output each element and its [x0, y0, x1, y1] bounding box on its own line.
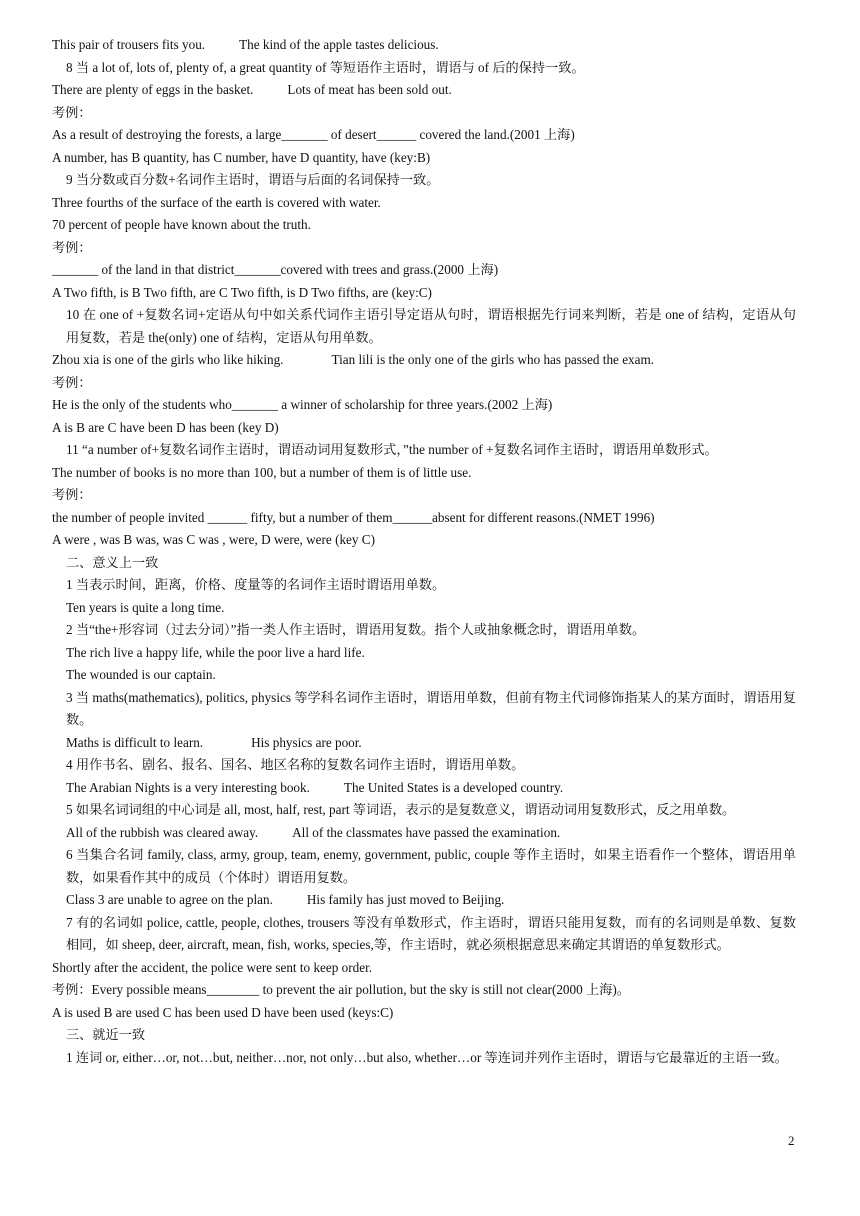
example-sentence: 70 percent of people have known about the truth. [52, 217, 311, 232]
rule-item: 6 当集合名词 family, class, army, group, team, enemy, government, public, couple 等作主语时，如果主语看作一个整体，谓语用单数，如果看作其中的成员（个体时）谓语用复数。 [66, 847, 796, 885]
example-sentence: Ten years is quite a long time. [66, 599, 225, 615]
text-line: There are plenty of eggs in the basket. Lots of meat has been sold out. [52, 82, 452, 97]
rule-item: 7 有的名词如 police, cattle, people, clothes, trousers 等没有单数形式，作主语时，谓语只能用复数，而有的名词则是单数、复数相同，如 sheep, deer, aircraft, mean, fish, works, species,等，作主语时，就必须根据意思来确定其谓语的单复数形式。 [66, 914, 796, 952]
section-heading: 二、意义上一致 [66, 554, 159, 570]
example-sentence: The wounded is our captain. [66, 667, 216, 682]
page-body [52, 34, 796, 1069]
rule-item: 4 用作书名、剧名、报名、国名、地区名称的复数名词作主语时，谓语用单数。 [66, 757, 525, 772]
exam-question: As a result of destroying the forests, a large_______ of desert______ covered the land.(2001 上海) [52, 127, 575, 142]
exam-heading: 考例： [52, 487, 92, 502]
example-sentence: The number of books is no more than 100, but a number of them is of little use. [52, 464, 472, 480]
exam-options: A Two fifth, is B Two fifth, are C Two fifth, is D Two fifths, are (key:C) [52, 284, 432, 300]
text-line: This pair of trousers fits you. The kind of the apple tastes delicious. [52, 37, 439, 52]
rule-item: 1 当表示时间，距离，价格、度量等的名词作主语时谓语用单数。 [66, 577, 446, 592]
example-sentence: Three fourths of the surface of the earth is covered with water. [52, 194, 381, 210]
rule-item: 11 “a number of+复数名词作主语时，谓语动词用复数形式，”the number of +复数名词作主语时，谓语用单数形式。 [66, 442, 718, 457]
text-line: Class 3 are unable to agree on the plan. His family has just moved to Beijing. [66, 892, 505, 907]
rule-item: 9 当分数或百分数+名词作主语时，谓语与后面的名词保持一致。 [66, 172, 440, 187]
text-line: Zhou xia is one of the girls who like hiking. Tian lili is the only one of the girls who has passed the exam. [52, 352, 655, 367]
exam-options: A number, has B quantity, has C number, have D quantity, have (key:B) [52, 149, 431, 165]
page-number: 2 [788, 1133, 795, 1148]
text-line: All of the rubbish was cleared away. All of the classmates have passed the examination. [66, 824, 561, 840]
text-line: Maths is difficult to learn. His physics are poor. [66, 734, 362, 750]
text-line: The Arabian Nights is a very interesting book. The United States is a developed country. [66, 779, 564, 795]
exam-options: A were , was B was, was C was , were, D were, were (key C) [52, 532, 375, 547]
rule-item: 10 在 one of +复数名词+定语从句中如关系代词作主语引导定语从句时，谓语根据先行词来判断，若是 one of 结构，定语从句用复数，若是 the(only) one of 结构，定语从句用单数。 [66, 307, 796, 345]
rule-item: 8 当 a lot of, lots of, plenty of, a great quantity of 等短语作主语时，谓语与 of 后的保持一致。 [66, 59, 585, 75]
exam-question: 考例：Every possible means________ to prevent the air pollution, but the sky is still not clear(2000 上海)。 [52, 982, 630, 997]
rule-item: 2 当“the+形容词（过去分词）”指一类人作主语时，谓语用复数。指个人或抽象概念时，谓语用单数。 [66, 622, 646, 637]
section-heading: 三、就近一致 [66, 1027, 146, 1042]
exam-heading: 考例： [52, 104, 92, 120]
example-sentence: The rich live a happy life, while the poor live a hard life. [66, 644, 365, 660]
exam-heading: 考例： [52, 374, 92, 390]
exam-question: He is the only of the students who_______ a winner of scholarship for three years.(2002 上海) [52, 397, 553, 412]
exam-options: A is used B are used C has been used D have been used (keys:C) [52, 1004, 394, 1020]
exam-question: _______ of the land in that district_______covered with trees and grass.(2000 上海) [52, 262, 499, 277]
exam-question: the number of people invited ______ fifty, but a number of them______absent for different reasons.(NMET 1996) [52, 509, 655, 525]
exam-heading: 考例： [52, 239, 92, 255]
exam-options: A is B are C have been D has been (key D) [52, 419, 279, 435]
rule-item: 1 连词 or, either…or, not…but, neither…nor, not only…but also, whether…or 等连词并列作主语时，谓语与它最靠近的主语一致。 [66, 1049, 788, 1065]
example-sentence: Shortly after the accident, the police were sent to keep order. [52, 959, 373, 975]
rule-item: 5 如果名词词组的中心词是 all, most, half, rest, part 等词语，表示的是复数意义，谓语动词用复数形式，反之用单数。 [66, 802, 736, 817]
rule-item: 3 当 maths(mathematics), politics, physics 等学科名词作主语时，谓语用单数，但前有物主代词修饰指某人的某方面时，谓语用复数。 [66, 689, 796, 727]
